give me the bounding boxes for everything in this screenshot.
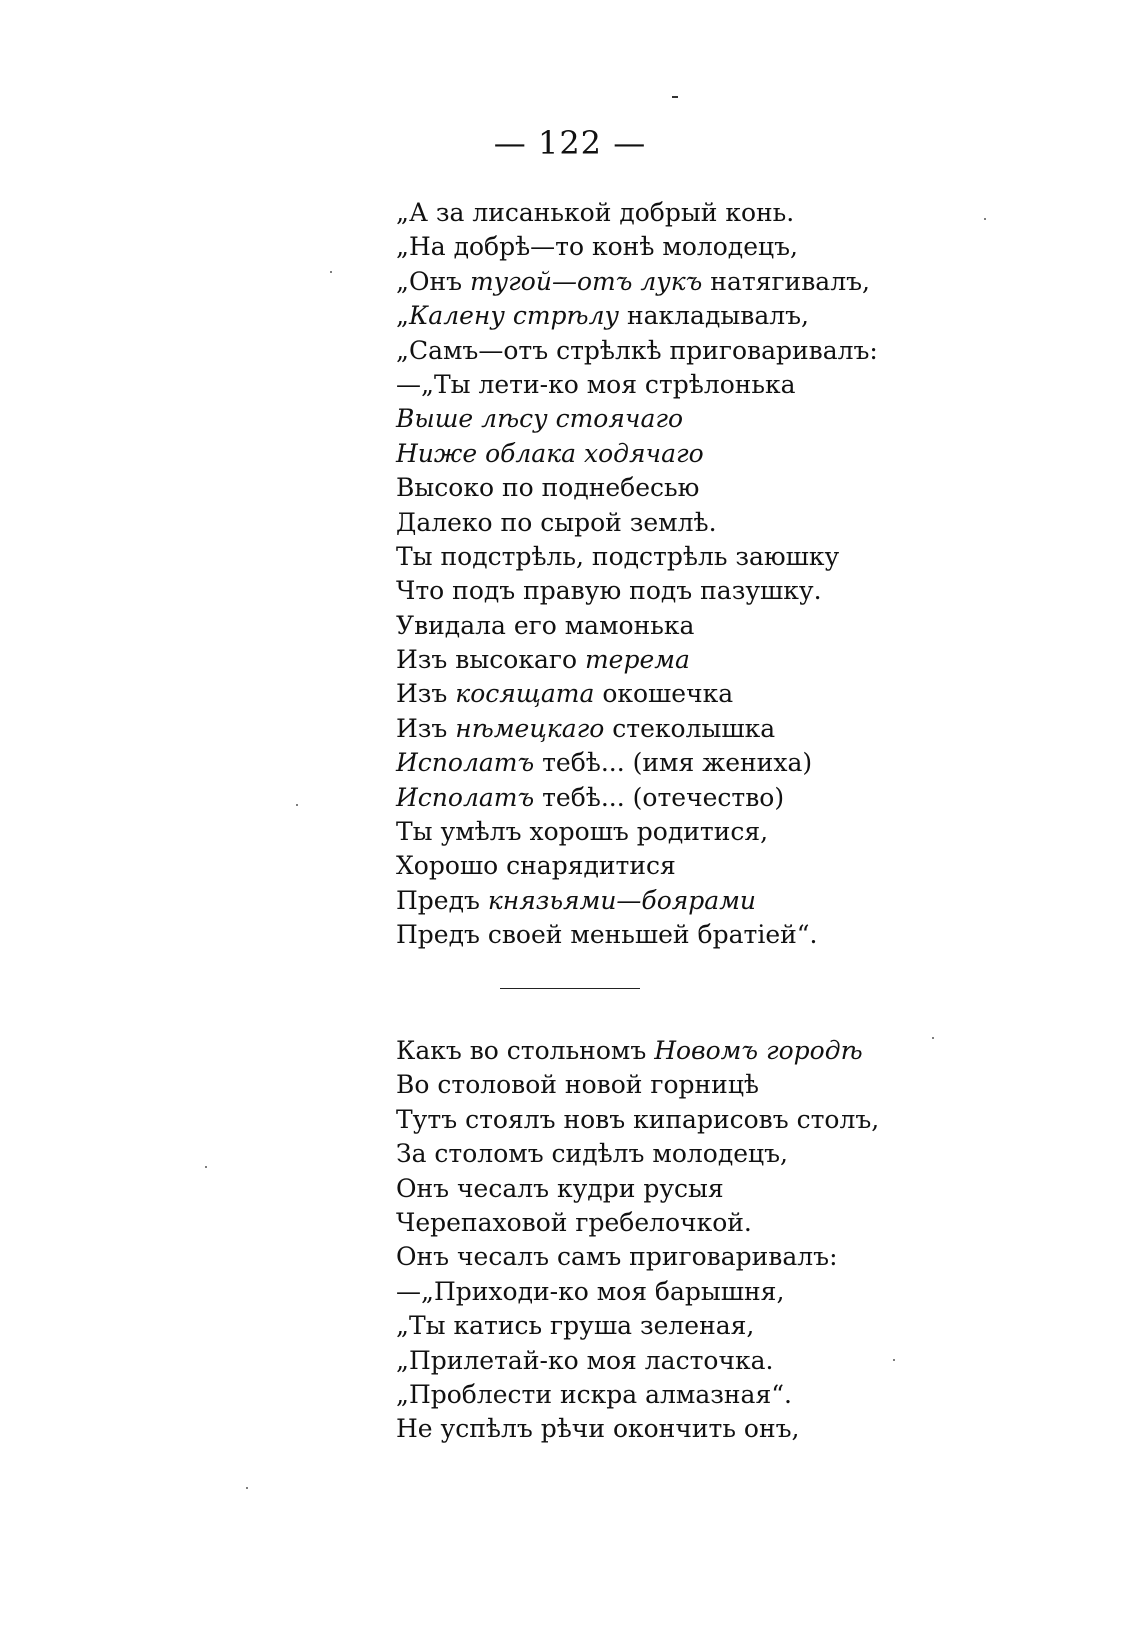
poem-stanza-1 xyxy=(396,196,996,953)
poem-line xyxy=(396,849,996,883)
poem-line xyxy=(396,746,996,780)
poem-line-segment: Ты подстрѣль, подстрѣль заюшку xyxy=(396,541,840,571)
scan-speck xyxy=(893,1359,895,1361)
poem-line xyxy=(396,677,996,711)
poem-line-segment: За столомъ сидѣлъ молодецъ, xyxy=(396,1139,788,1169)
scan-speck xyxy=(246,1487,248,1489)
poem-line xyxy=(396,1412,996,1446)
poem-line xyxy=(396,643,996,677)
poem-line xyxy=(396,1344,996,1378)
scan-speck xyxy=(984,218,986,220)
poem-line-segment: тебѣ... (имя жениха) xyxy=(534,748,813,778)
poem-line-segment: Не успѣлъ рѣчи окончить онъ, xyxy=(396,1414,800,1444)
poem-line xyxy=(396,1275,996,1309)
poem-line xyxy=(396,299,996,333)
poem-line-segment: Изъ высокаго xyxy=(396,645,585,675)
poem-line xyxy=(396,402,996,436)
poem-line-italic-segment: косящата xyxy=(455,679,595,709)
poem-stanza-2 xyxy=(396,1034,996,1447)
poem-line xyxy=(396,1172,996,1206)
poem-line-segment: Высоко по поднебесью xyxy=(396,473,700,503)
poem-line-segment: Черепаховой гребелочкой. xyxy=(396,1207,752,1237)
poem-line-italic-segment: Калену стрѣлу xyxy=(408,301,620,331)
scan-speck xyxy=(330,271,332,273)
poem-line-segment: —„Приходи-ко моя барышня, xyxy=(396,1276,785,1306)
poem-line-italic-segment: Ниже облака ходячаго xyxy=(396,438,704,468)
poem-line xyxy=(396,471,996,505)
poem-line-segment: Изъ xyxy=(396,713,456,743)
poem-line-italic-segment: Исполатъ xyxy=(396,748,535,778)
poem-line-segment: „Самъ—отъ стрѣлкѣ приговаривалъ: xyxy=(396,335,878,365)
poem-line xyxy=(396,196,996,230)
page-number: — 122 — xyxy=(493,124,647,162)
poem-line-segment: Ты умѣлъ хорошъ родитися, xyxy=(396,817,769,847)
poem-line xyxy=(396,334,996,368)
poem-line-segment: Какъ во стольномъ xyxy=(396,1036,655,1065)
poem-line xyxy=(396,781,996,815)
poem-line xyxy=(396,1206,996,1240)
poem-line xyxy=(396,506,996,540)
scan-speck xyxy=(932,1037,934,1039)
poem-line-segment: Увидала его мамонька xyxy=(396,610,695,640)
poem-line xyxy=(396,230,996,264)
poem-line-segment: „Онъ xyxy=(396,266,470,296)
scan-speck xyxy=(205,1166,207,1168)
poem-line-italic-segment: терема xyxy=(584,645,690,675)
poem-line xyxy=(396,265,996,299)
poem-line-segment: стеколышка xyxy=(604,713,776,743)
poem-line-segment: окошечка xyxy=(594,679,734,709)
poem-line xyxy=(396,1034,996,1068)
poem-line-italic-segment: тугой—отъ лукъ xyxy=(469,266,703,296)
poem-line-segment: натягивалъ, xyxy=(702,266,870,296)
poem-line xyxy=(396,437,996,471)
poem-line-segment: „Прилетай-ко моя ласточка. xyxy=(396,1345,774,1375)
poem-line-segment: Далеко по сырой землѣ. xyxy=(396,507,717,537)
poem-line-segment: „ xyxy=(396,301,409,331)
poem-line-segment: „На добрѣ—то конѣ молодецъ, xyxy=(396,232,798,262)
poem-line xyxy=(396,815,996,849)
poem-line-segment: „А за лисанькой добрый конь. xyxy=(396,198,795,227)
section-divider xyxy=(500,988,640,989)
poem-line-segment: Хорошо снарядитися xyxy=(396,851,676,881)
poem-line-segment: Что подъ правую подъ пазушку. xyxy=(396,576,822,606)
poem-line-italic-segment: нѣмецкаго xyxy=(455,713,605,743)
poem-line xyxy=(396,1309,996,1343)
poem-line xyxy=(396,918,996,952)
poem-line xyxy=(396,712,996,746)
poem-line xyxy=(396,540,996,574)
scan-speck xyxy=(296,804,298,806)
poem-line-italic-segment: Выше лѣсу стоячаго xyxy=(396,404,684,434)
poem-line-segment: Онъ чесалъ кудри русыя xyxy=(396,1173,724,1203)
poem-line xyxy=(396,368,996,402)
poem-line xyxy=(396,1240,996,1274)
poem-line-segment: Во столовой новой горницѣ xyxy=(396,1070,760,1100)
poem-line xyxy=(396,884,996,918)
poem-line-segment: Предъ xyxy=(396,885,488,915)
poem-line xyxy=(396,1103,996,1137)
poem-line-segment: Тутъ стоялъ новъ кипарисовъ столъ, xyxy=(396,1104,880,1134)
poem-line xyxy=(396,574,996,608)
poem-line-italic-segment: Исполатъ xyxy=(396,782,535,812)
poem-line-segment: „Проблести искра алмазная“. xyxy=(396,1379,792,1409)
print-mark xyxy=(672,96,678,98)
poem-line-segment: „Ты катись груша зеленая, xyxy=(396,1311,755,1341)
poem-line xyxy=(396,1137,996,1171)
poem-line-segment: Изъ xyxy=(396,679,456,709)
poem-line xyxy=(396,1068,996,1102)
poem-line xyxy=(396,609,996,643)
poem-line-italic-segment: князьями—боярами xyxy=(487,885,757,915)
poem-line-segment: Онъ чесалъ самъ приговаривалъ: xyxy=(396,1242,838,1272)
poem-line-segment: —„Ты лети-ко моя стрѣлонька xyxy=(396,369,796,399)
poem-line-segment: накладывалъ, xyxy=(619,301,809,331)
poem-line xyxy=(396,1378,996,1412)
poem-line-segment: Предъ своей меньшей братіей“. xyxy=(396,920,818,950)
poem-line-segment: тебѣ... (отечество) xyxy=(534,782,785,812)
poem-line-italic-segment: Новомъ городѣ xyxy=(654,1036,863,1065)
